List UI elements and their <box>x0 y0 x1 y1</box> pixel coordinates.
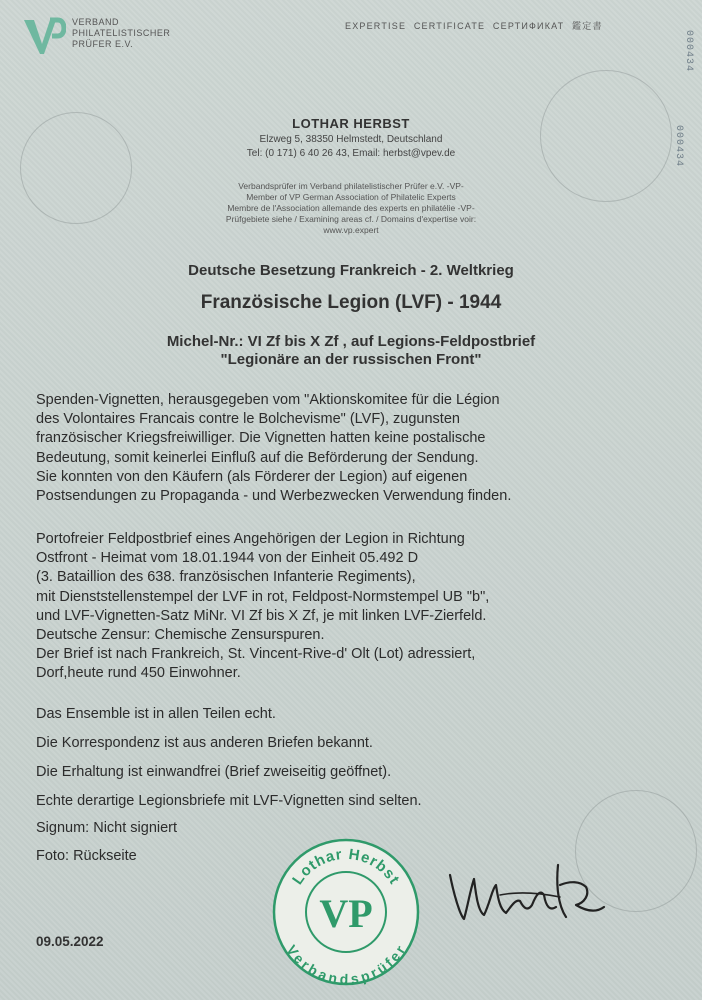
org-name: VERBAND PHILATELISTISCHER PRÜFER E.V. <box>72 17 171 49</box>
expert-name: LOTHAR HERBST <box>292 116 410 131</box>
statement-line: Die Erhaltung ist einwandfrei (Brief zweiseitig geöffnet). <box>36 764 392 780</box>
svg-text:VP: VP <box>319 891 373 936</box>
membership-info: Verbandsprüfer im Verband philatelistischer Prüfer e.V. -VP- Member of VP German Association of Philatelic Experts Membre de l'Association allemande des experts en philatélie -VP- Prüfgebiete siehe / Examining areas cf. / Domains d'expertise voir: www.vp.expert <box>225 181 477 235</box>
catalog-reference: Michel-Nr.: VI Zf bis X Zf , auf Legions-Feldpostbrief "Legionäre an der russischen Front" <box>166 333 536 368</box>
statement-line: Das Ensemble ist in allen Teilen echt. <box>36 706 276 722</box>
signum-line: Signum: Nicht signiert <box>36 820 178 836</box>
expert-contact: Tel: (0 171) 6 40 26 43, Email: herbst@vpev.de <box>246 148 456 159</box>
description-paragraph: Spenden-Vignetten, herausgegeben vom "Aktionskomitee für die Légion des Volontaires Francais contre le Bolchevisme" (LVF), zugunsten französischer Kriegsfreiwilliger. Die Vignetten hatten keine postalische Bedeutung, somit keinerlei Einfluß auf die Beförderung der Sendung. Sie konnten von den Käufern (als Förderer der Legion) auf eigenen Postsendungen zu Propaganda - und Werbezwecken Verwendung finden. <box>36 392 512 505</box>
subject-heading: Deutsche Besetzung Frankreich - 2. Weltkrieg <box>188 262 514 279</box>
serial-number: 000434 000434 <box>673 30 694 168</box>
item-title: Französische Legion (LVF) - 1944 <box>200 292 502 313</box>
vp-logo-icon <box>22 16 66 56</box>
svg-text:Verbandsprüfer: Verbandsprüfer <box>283 941 409 987</box>
photo-line: Foto: Rückseite <box>36 848 137 864</box>
statement-line: Echte derartige Legionsbriefe mit LVF-Vignetten sind selten. <box>36 793 422 809</box>
svg-text:Lothar Herbst: Lothar Herbst <box>289 845 404 888</box>
certificate-type-title: EXPERTISE CERTIFICATE СЕРТИФИКАТ 鑑定書 <box>345 21 603 31</box>
statement-line: Die Korrespondenz ist aus anderen Briefen bekannt. <box>36 735 373 751</box>
expert-signature <box>440 855 620 935</box>
certificate-date: 09.05.2022 <box>36 934 104 949</box>
item-details-paragraph: Portofreier Feldpostbrief eines Angehörigen der Legion in Richtung Ostfront - Heimat vom 18.01.1944 von der Einheit 05.492 D (3. Bataillion des 638. französischen Infanterie Regiments), mit Dienststellenstempel der LVF in rot, Feldpost-Normstempel UB "b", und LVF-Vignetten-Satz MiNr. VI Zf bis X Zf, je mit linken LVF-Zierfeld. Deutsche Zensur: Chemische Zensurspuren. Der Brief ist nach Frankreich, St. Vincent-Rive-d' Olt (Lot) adressiert, Dorf,heute rund 450 Einwohner. <box>36 531 490 682</box>
expert-stamp <box>271 837 421 987</box>
expert-address: Elzweg 5, 38350 Helmstedt, Deutschland <box>259 134 443 145</box>
